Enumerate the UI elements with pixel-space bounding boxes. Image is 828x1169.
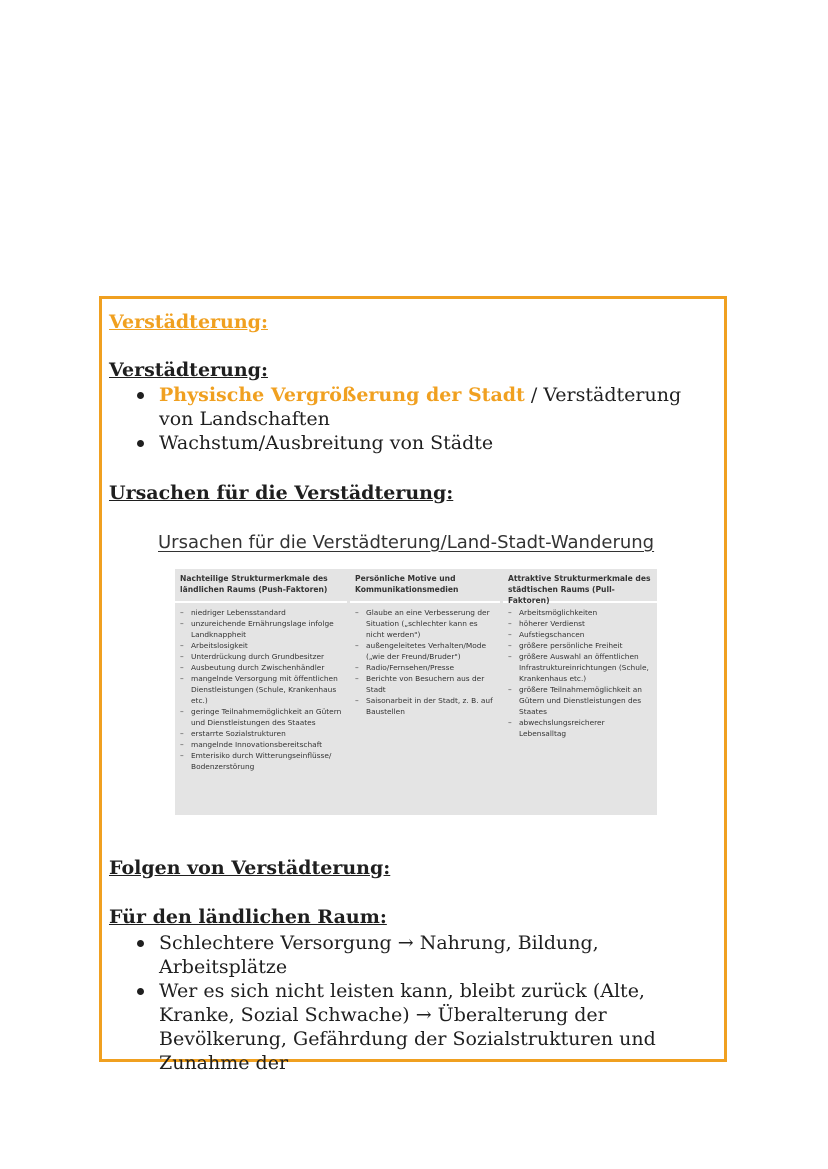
rural-text: Wer es sich nicht leisten kann, bleibt zurück (Alte, Kranke, Sozial Schwache) → Überalterung der Bevölkerung, Gefährdung der Sozialstrukturen und Zunahme der	[159, 980, 656, 1074]
table-item: – Berichte von Besuchern aus der Stadt	[355, 673, 496, 695]
table-item: – Arbeitsmöglichkeiten	[508, 607, 653, 618]
rural-heading: Für den ländlichen Raum:	[109, 906, 387, 928]
table-item: – größere persönliche Freiheit	[508, 640, 653, 651]
table-item: – erstarrte Sozialstrukturen	[180, 728, 343, 739]
definition-bullet	[109, 383, 709, 431]
table-column-items	[503, 603, 657, 739]
definition-list	[109, 383, 709, 455]
bullet-dot	[137, 392, 144, 399]
table-item: – Ausbeutung durch Zwischenhändler	[180, 662, 343, 673]
table-column-motives	[350, 569, 500, 815]
table-item: – niedriger Lebensstandard	[180, 607, 343, 618]
table-column-pull	[503, 569, 657, 815]
definition-bullet	[109, 431, 709, 455]
table-column-items	[350, 603, 500, 717]
table-column-header: Attraktive Strukturmerkmale des städtischen Raums (Pull-Faktoren)	[503, 569, 657, 603]
table-item: – außengeleitetes Verhalten/Mode („wie der Freund/Bruder")	[355, 640, 496, 662]
table-item: – Arbeitslosigkeit	[180, 640, 343, 651]
table-column-header: Persönliche Motive und Kommunikationsmedien	[350, 569, 500, 603]
table-item: – Emterisiko durch Witterungseinflüsse/ Bodenzerstörung	[180, 750, 343, 772]
rural-bullet	[109, 979, 721, 1075]
definition-highlight: Physische Vergrößerung der Stadt	[159, 384, 525, 406]
table-item: – größere Auswahl an öffentlichen Infrastruktureinrichtungen (Schule, Krankenhaus etc.)	[508, 651, 653, 684]
consequences-heading: Folgen von Verstädterung:	[109, 857, 391, 879]
table-item: – Glaube an eine Verbesserung der Situation („schlechter kann es nicht werden")	[355, 607, 496, 640]
table-column-header: Nachteilige Strukturmerkmale des ländlichen Raums (Push-Faktoren)	[175, 569, 347, 603]
table-item: – mangelnde Innovationsbereitschaft	[180, 739, 343, 750]
rural-bullet	[109, 931, 721, 979]
rural-text: Schlechtere Versorgung → Nahrung, Bildung, Arbeitsplätze	[159, 932, 599, 978]
table-column-push	[175, 569, 347, 815]
table-item: – Radio/Fernsehen/Presse	[355, 662, 496, 673]
table-item: – geringe Teilnahmemöglichkeit an Gütern und Dienstleistungen des Staates	[180, 706, 343, 728]
causes-table	[175, 569, 657, 815]
rural-list	[109, 931, 721, 1075]
table-item: – Unterdrückung durch Grundbesitzer	[180, 651, 343, 662]
table-item: – größere Teilnahmemöglichkeit an Gütern und Dienstleistungen des Staates	[508, 684, 653, 717]
definition-heading: Verstädterung:	[109, 359, 268, 381]
bullet-dot	[137, 988, 144, 995]
section-title: Verstädterung:	[109, 311, 268, 333]
definition-text: / Verstädterung von Landschaften	[159, 384, 682, 430]
definition-text: Wachstum/Ausbreitung von Städte	[159, 432, 494, 454]
content-box	[99, 296, 727, 1074]
bullet-dot	[137, 940, 144, 947]
table-item: – Aufstiegschancen	[508, 629, 653, 640]
table-item: – mangelnde Versorgung mit öffentlichen Dienstleistungen (Schule, Krankenhaus etc.)	[180, 673, 343, 706]
table-item: – unzureichende Ernährungslage infolge Landknappheit	[180, 618, 343, 640]
table-column-items	[175, 603, 347, 772]
bullet-dot	[137, 440, 144, 447]
table-item: – Saisonarbeit in der Stadt, z. B. auf Baustellen	[355, 695, 496, 717]
table-title: Ursachen für die Verstädterung/Land-Stadt-Wanderung	[158, 532, 655, 553]
causes-heading: Ursachen für die Verstädterung:	[109, 482, 454, 504]
table-item: – abwechslungsreicherer Lebensalltag	[508, 717, 653, 739]
table-item: – höherer Verdienst	[508, 618, 653, 629]
